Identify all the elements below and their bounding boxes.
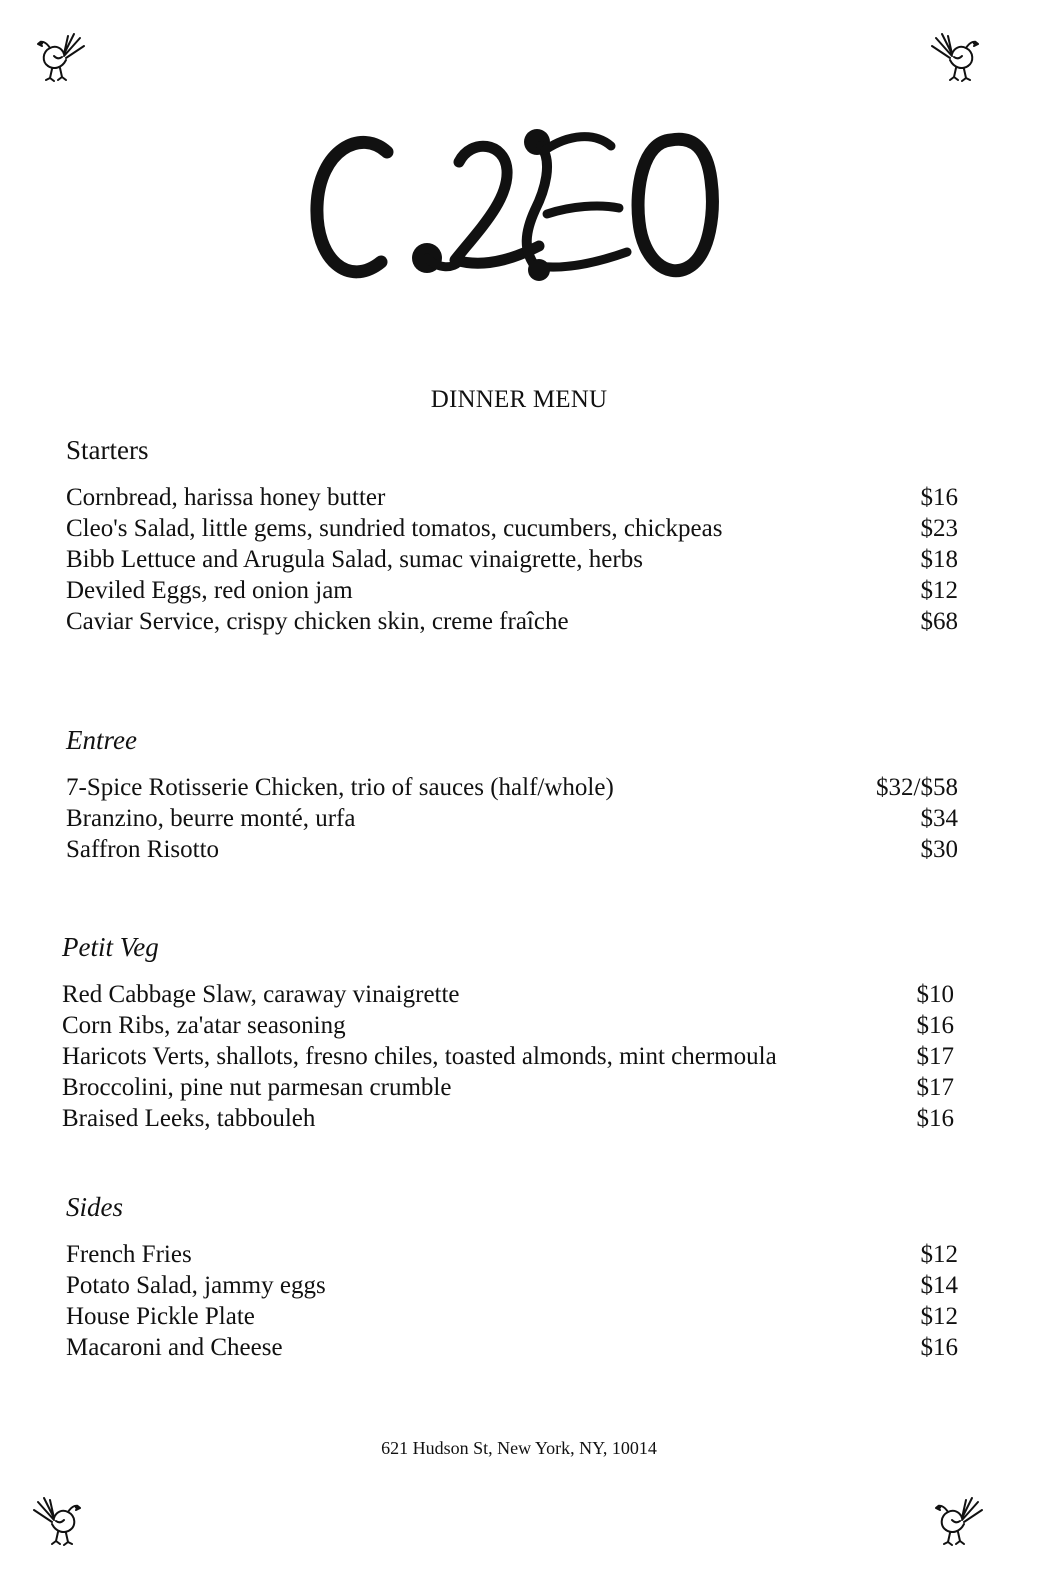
menu-item bbox=[62, 979, 954, 1010]
section-title: Petit Veg bbox=[62, 932, 159, 962]
footer-address: 621 Hudson St, New York, NY, 10014 bbox=[381, 1438, 657, 1458]
section-starters bbox=[66, 434, 958, 637]
menu-item bbox=[62, 1072, 954, 1103]
menu-title: DINNER MENU bbox=[430, 386, 608, 413]
item-name: House Pickle Plate bbox=[66, 1303, 255, 1330]
section-sides bbox=[66, 1191, 958, 1363]
menu-item bbox=[66, 575, 958, 606]
menu-item bbox=[66, 513, 958, 544]
menu-item bbox=[66, 772, 958, 803]
item-price: $16 bbox=[920, 484, 958, 511]
item-price: $16 bbox=[920, 1334, 958, 1361]
item-name: Broccolini, pine nut parmesan crumble bbox=[62, 1074, 452, 1101]
chicken-icon bbox=[926, 26, 988, 84]
item-name: Branzino, beurre monté, urfa bbox=[66, 805, 356, 832]
item-name: Caviar Service, crispy chicken skin, creme fraîche bbox=[66, 608, 569, 635]
item-price: $68 bbox=[920, 608, 958, 635]
item-price: $17 bbox=[916, 1074, 954, 1101]
item-name: Deviled Eggs, red onion jam bbox=[66, 577, 353, 604]
item-price: $10 bbox=[916, 981, 954, 1008]
section-entree bbox=[66, 724, 958, 865]
item-name: French Fries bbox=[66, 1241, 192, 1268]
item-price: $23 bbox=[920, 515, 958, 542]
menu-item bbox=[66, 1332, 958, 1363]
item-price: $14 bbox=[920, 1272, 958, 1299]
item-price: $30 bbox=[920, 836, 958, 863]
item-name: Haricots Verts, shallots, fresno chiles, toasted almonds, mint chermoula bbox=[62, 1043, 777, 1070]
menu-item bbox=[66, 1270, 958, 1301]
chicken-icon bbox=[28, 1490, 90, 1548]
menu-item bbox=[66, 482, 958, 513]
chicken-icon bbox=[28, 26, 90, 84]
logo bbox=[0, 120, 1038, 295]
item-name: Bibb Lettuce and Arugula Salad, sumac vinaigrette, herbs bbox=[66, 546, 643, 573]
item-name: 7-Spice Rotisserie Chicken, trio of sauces (half/whole) bbox=[66, 774, 614, 801]
section-petit-veg bbox=[62, 931, 954, 1134]
menu-item bbox=[66, 1239, 958, 1270]
menu-item bbox=[66, 544, 958, 575]
item-price: $12 bbox=[920, 1241, 958, 1268]
item-price: $16 bbox=[916, 1105, 954, 1132]
item-name: Cleo's Salad, little gems, sundried tomatos, cucumbers, chickpeas bbox=[66, 515, 723, 542]
section-title: Sides bbox=[66, 1192, 123, 1222]
menu-item bbox=[62, 1041, 954, 1072]
menu-item bbox=[66, 834, 958, 865]
menu-item bbox=[62, 1103, 954, 1134]
section-title: Entree bbox=[66, 725, 137, 755]
chicken-icon bbox=[926, 1490, 988, 1548]
item-name: Saffron Risotto bbox=[66, 836, 220, 863]
item-price: $32/$58 bbox=[876, 774, 958, 801]
item-price: $18 bbox=[920, 546, 958, 573]
item-price: $16 bbox=[916, 1012, 954, 1039]
item-price: $34 bbox=[920, 805, 958, 832]
item-name: Braised Leeks, tabbouleh bbox=[62, 1105, 316, 1132]
item-name: Macaroni and Cheese bbox=[66, 1334, 283, 1361]
menu-item bbox=[66, 803, 958, 834]
item-price: $12 bbox=[920, 1303, 958, 1330]
item-price: $12 bbox=[920, 577, 958, 604]
item-name: Cornbread, harissa honey butter bbox=[66, 484, 386, 511]
menu-item bbox=[66, 1301, 958, 1332]
item-name: Corn Ribs, za'atar seasoning bbox=[62, 1012, 346, 1039]
item-name: Red Cabbage Slaw, caraway vinaigrette bbox=[62, 981, 460, 1008]
item-name: Potato Salad, jammy eggs bbox=[66, 1272, 326, 1299]
menu-item bbox=[62, 1010, 954, 1041]
item-price: $17 bbox=[916, 1043, 954, 1070]
section-title: Starters bbox=[66, 435, 149, 465]
menu-item bbox=[66, 606, 958, 637]
